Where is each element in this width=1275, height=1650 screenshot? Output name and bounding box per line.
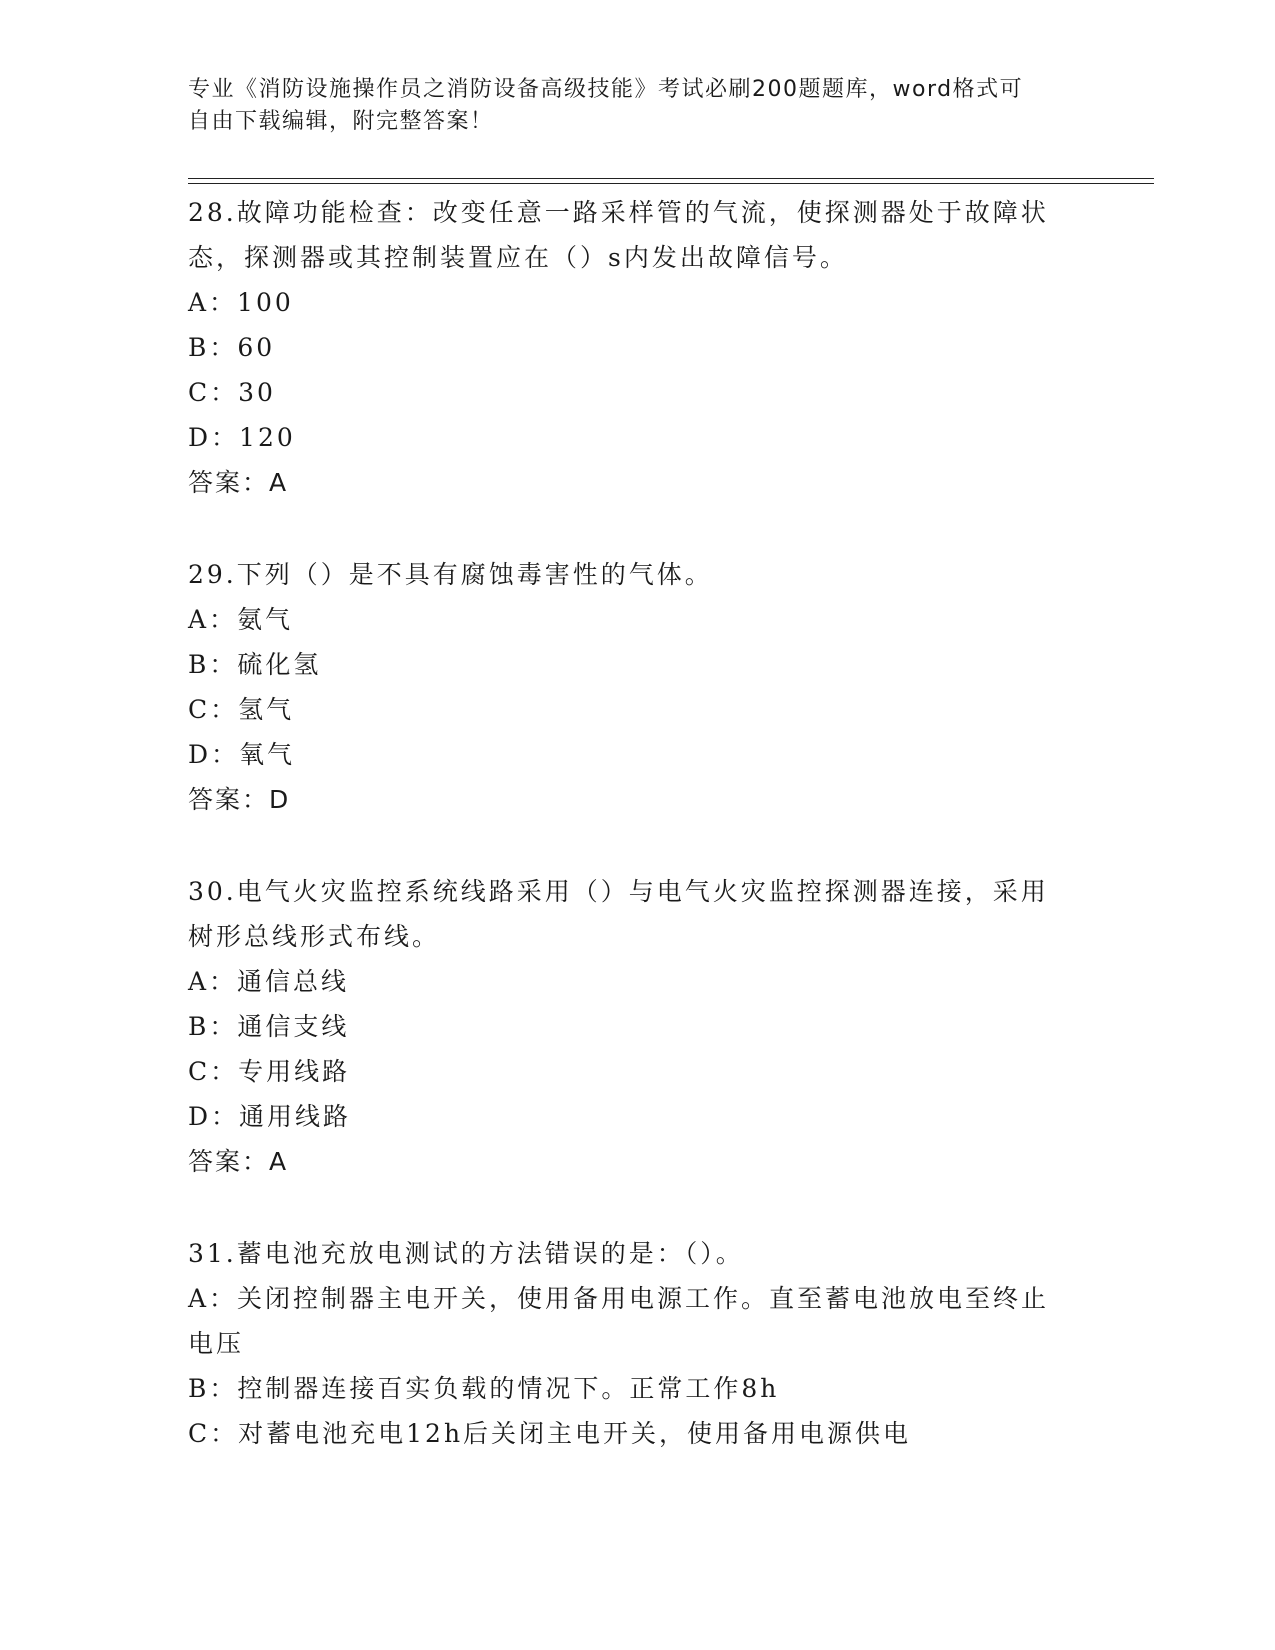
- option-c: C：氢气: [188, 695, 295, 724]
- option-b: B：硫化氢: [188, 650, 322, 679]
- option-d: D：通用线路: [188, 1102, 352, 1131]
- question-stem: 态，探测器或其控制装置应在（）s内发出故障信号。: [188, 243, 848, 272]
- option-a: A：关闭控制器主电开关，使用备用电源工作。直至蓄电池放电至终止: [188, 1284, 1050, 1313]
- option-d: D：120: [188, 423, 296, 452]
- option-b: B：60: [188, 333, 276, 362]
- option-a-continued: 电压: [188, 1329, 245, 1358]
- question-29: [188, 552, 1088, 822]
- header-divider-bottom: [188, 183, 1154, 184]
- document-header: [188, 74, 1068, 138]
- option-a: A：氨气: [188, 605, 294, 634]
- option-c: C：30: [188, 378, 276, 407]
- question-stem: 31.蓄电池充放电测试的方法错误的是：（）。: [188, 1239, 744, 1268]
- question-stem: 29.下列（）是不具有腐蚀毒害性的气体。: [188, 560, 713, 589]
- header-line-1: 专业《消防设施操作员之消防设备高级技能》考试必刷200题题库，word格式可: [188, 77, 1024, 102]
- question-stem: 树形总线形式布线。: [188, 922, 441, 951]
- answer: 答案：D: [188, 785, 291, 814]
- answer: 答案：A: [188, 468, 289, 497]
- header-divider-top: [188, 178, 1154, 179]
- option-b: B：通信支线: [188, 1012, 350, 1041]
- option-d: D：氧气: [188, 740, 296, 769]
- option-a: A：100: [188, 288, 294, 317]
- question-stem: 28.故障功能检查：改变任意一路采样管的气流，使探测器处于故障状: [188, 198, 1049, 227]
- option-c: C：专用线路: [188, 1057, 351, 1086]
- question-list: [188, 190, 1088, 1503]
- answer: 答案：A: [188, 1147, 289, 1176]
- question-31: [188, 1231, 1088, 1456]
- option-a: A：通信总线: [188, 967, 350, 996]
- header-line-2: 自由下载编辑，附完整答案！: [188, 109, 494, 134]
- question-stem: 30.电气火灾监控系统线路采用（）与电气火灾监控探测器连接，采用: [188, 877, 1049, 906]
- option-b: B：控制器连接百实负载的情况下。正常工作8h: [188, 1374, 780, 1403]
- option-c: C：对蓄电池充电12h后关闭主电开关，使用备用电源供电: [188, 1419, 912, 1448]
- question-30: [188, 869, 1088, 1184]
- question-28: [188, 190, 1088, 505]
